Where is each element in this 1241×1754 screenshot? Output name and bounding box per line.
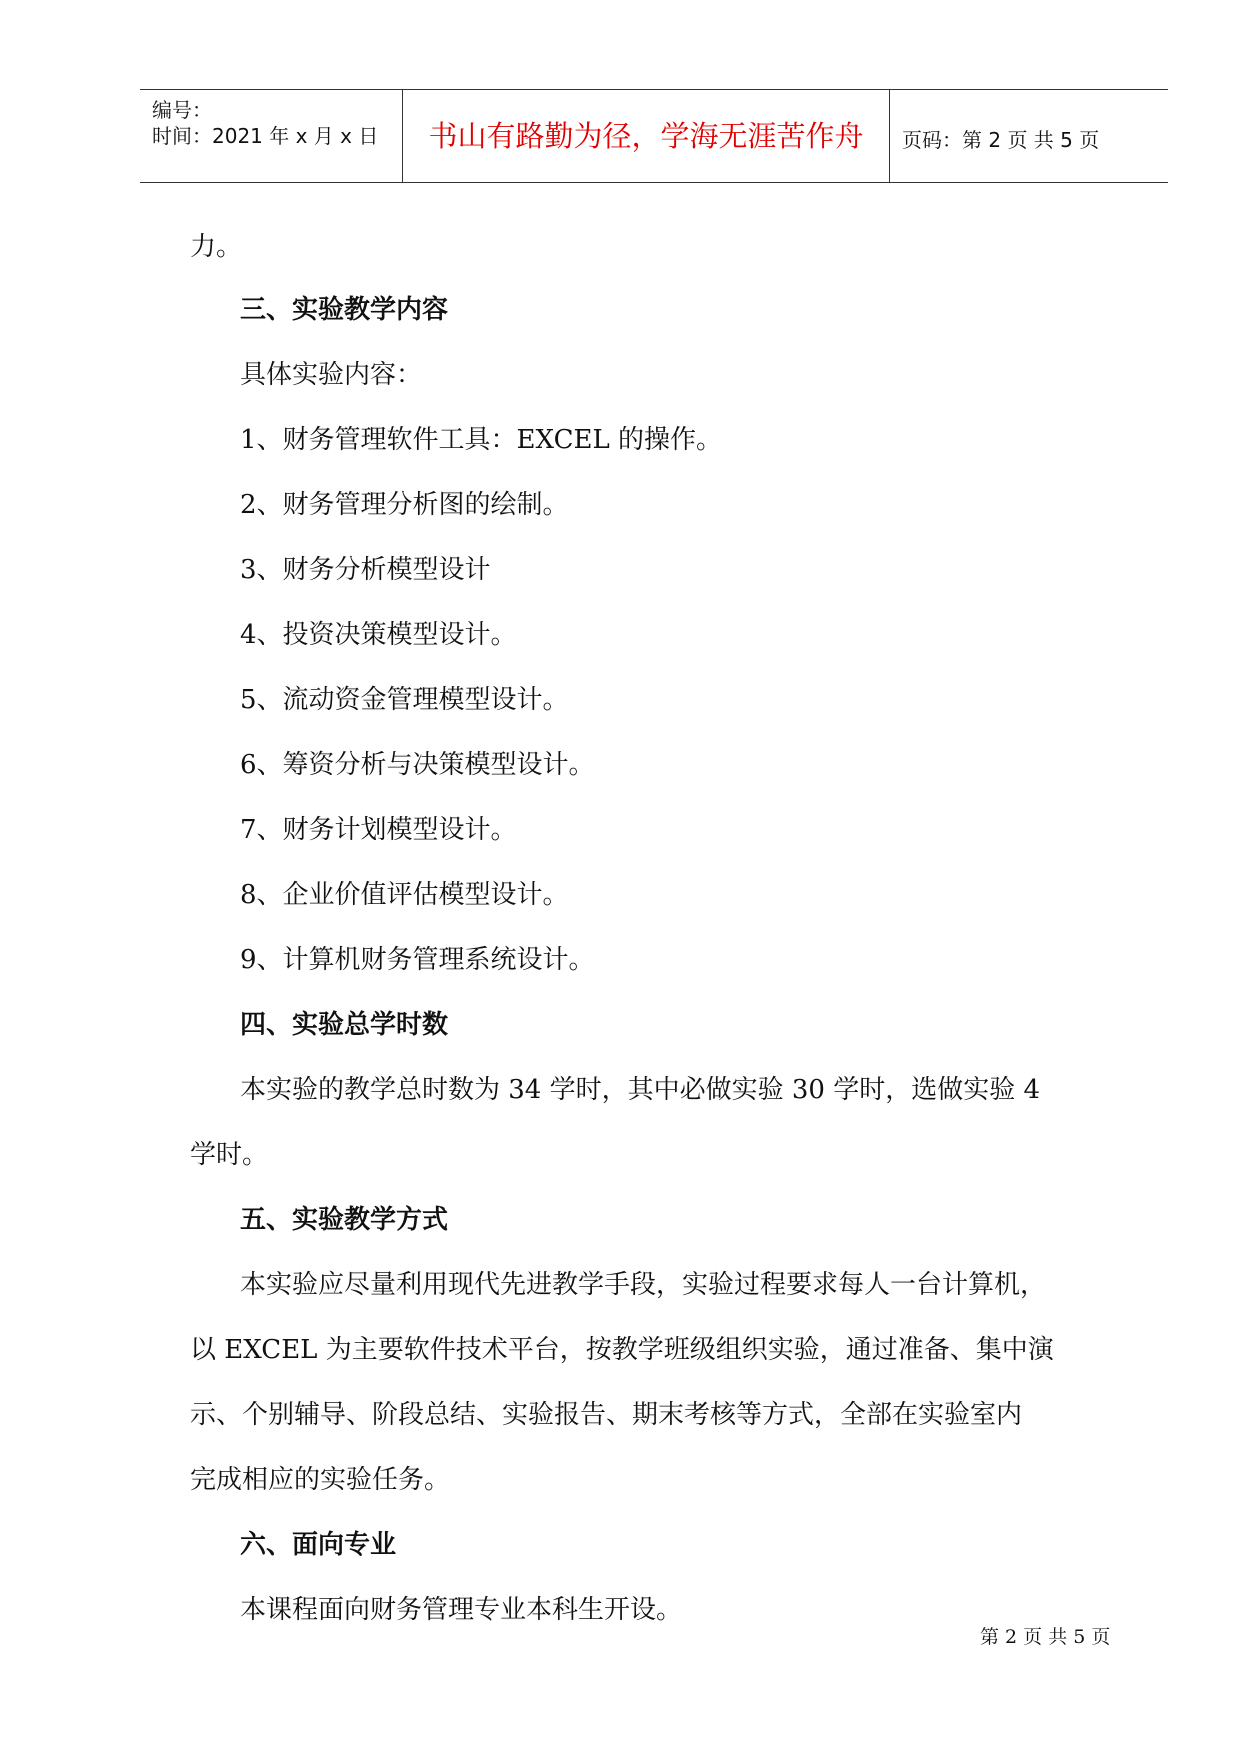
list-item: 9、计算机财务管理系统设计。 — [240, 945, 595, 975]
document-time-label: 时间：2021 年 x 月 x 日 — [152, 124, 379, 148]
list-item: 2、财务管理分析图的绘制。 — [240, 490, 569, 520]
section-4-paragraph-line: 本实验的教学总时数为 34 学时，其中必做实验 30 学时，选做实验 4 — [240, 1075, 1041, 1105]
section-4-paragraph-line: 学时。 — [190, 1140, 269, 1170]
section-4-heading: 四、实验总学时数 — [240, 1010, 449, 1040]
section-5-paragraph-line: 完成相应的实验任务。 — [190, 1465, 451, 1495]
list-item: 5、流动资金管理模型设计。 — [240, 685, 569, 715]
section-5-paragraph-line: 本实验应尽量利用现代先进教学手段，实验过程要求每人一台计算机， — [240, 1270, 1047, 1300]
header-right-cell — [890, 90, 1168, 182]
section-5-heading: 五、实验教学方式 — [240, 1205, 449, 1235]
list-item: 8、企业价值评估模型设计。 — [240, 880, 569, 910]
header-motto-cell — [402, 90, 890, 182]
list-item: 6、筹资分析与决策模型设计。 — [240, 750, 595, 780]
section-5-paragraph-line: 示、个别辅导、阶段总结、实验报告、期末考核等方式，全部在实验室内 — [190, 1400, 1023, 1430]
page-header — [140, 89, 1168, 183]
section-6-heading: 六、面向专业 — [240, 1530, 397, 1560]
list-item: 7、财务计划模型设计。 — [240, 815, 517, 845]
section-5-paragraph-line: 以 EXCEL 为主要软件技术平台，按教学班级组织实验，通过准备、集中演 — [190, 1335, 1054, 1365]
list-item: 1、财务管理软件工具：EXCEL 的操作。 — [240, 425, 722, 455]
continuation-text: 力。 — [190, 232, 243, 262]
page-footer: 第 2 页 共 5 页 — [980, 1626, 1111, 1648]
section-3-intro: 具体实验内容： — [240, 360, 423, 390]
header-left-cell — [140, 90, 402, 182]
header-page-label: 页码：第 2 页 共 5 页 — [902, 128, 1100, 152]
list-item: 3、财务分析模型设计 — [240, 555, 491, 585]
list-item: 4、投资决策模型设计。 — [240, 620, 517, 650]
section-3-heading: 三、实验教学内容 — [240, 295, 449, 325]
document-number-label: 编号： — [152, 98, 212, 122]
section-6-paragraph: 本课程面向财务管理专业本科生开设。 — [240, 1595, 683, 1625]
header-motto: 书山有路勤为径，学海无涯苦作舟 — [428, 119, 864, 153]
